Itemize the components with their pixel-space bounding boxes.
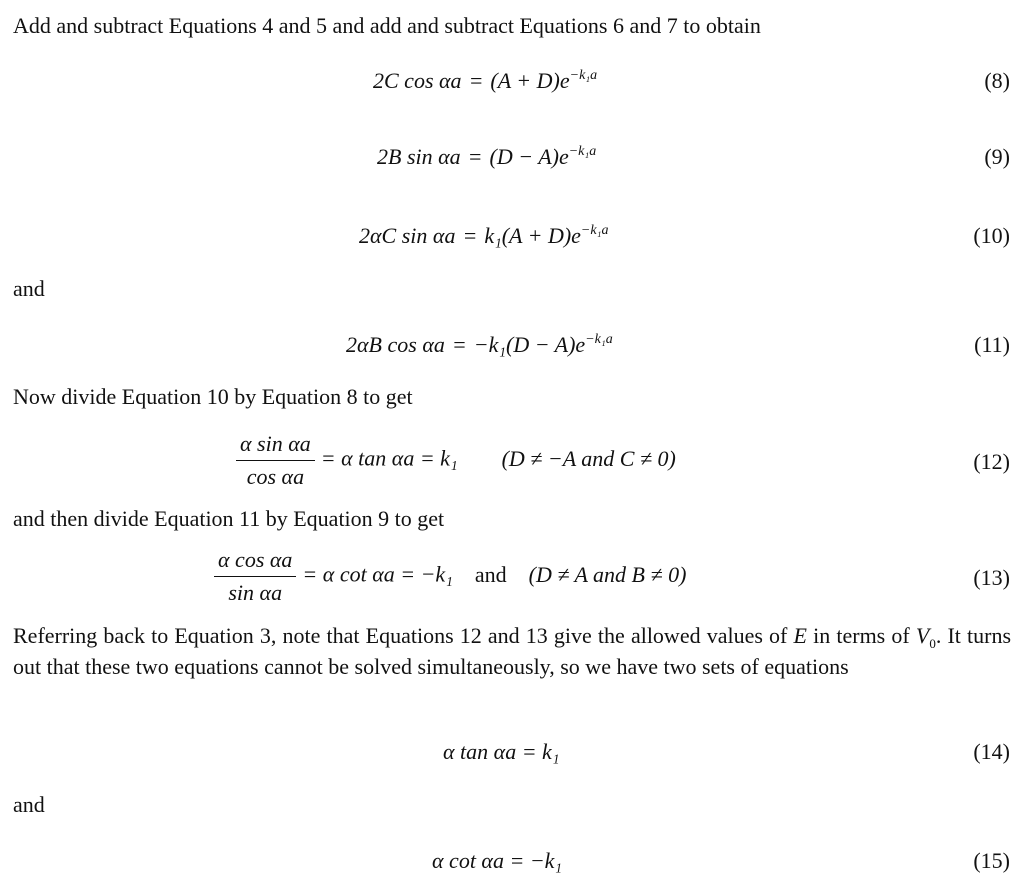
eq9-exponent: −k₁a (568, 144, 597, 159)
eq13-connector: and (474, 561, 507, 587)
divide-10-by-8-text: Now divide Equation 10 by Equation 8 to get (13, 384, 413, 409)
eq12-rest: = α tan αa = k₁ (320, 445, 458, 471)
eq12-condition: (D ≠ −A and C ≠ 0) (501, 445, 676, 471)
equation-10 (359, 221, 608, 251)
eq13-denominator: sin αa (228, 580, 283, 605)
potential-subscript: 0 (929, 636, 936, 651)
energy-symbol: E (793, 623, 807, 648)
equation-number-9: (9) (984, 144, 1010, 169)
potential-symbol: V (915, 623, 930, 648)
and-text-2: and (13, 792, 45, 817)
equation-8 (373, 66, 597, 96)
eq8-exponent: −k₁a (569, 68, 598, 83)
eq10-lhs: 2αC sin αa (359, 223, 456, 248)
equation-15: α cot αa = −k₁ (432, 848, 563, 873)
referring-text-2: in terms of (813, 623, 910, 648)
equation-13 (214, 546, 686, 607)
equation-12 (236, 430, 676, 491)
referring-text-1: Referring back to Equation 3, note that Equations 12 and 13 give the allowed values of (13, 623, 788, 648)
eq11-exponent: −k₁a (585, 332, 613, 347)
equation-number-10: (10) (973, 223, 1010, 248)
eq11-lhs: 2αB cos αa (346, 332, 445, 357)
equation-9 (377, 142, 596, 172)
eq12-denominator: cos αa (246, 464, 305, 489)
equation-number-13: (13) (973, 565, 1010, 590)
intro-text: Add and subtract Equations 4 and 5 and add and subtract Equations 6 and 7 to obtain (13, 13, 761, 38)
eq10-exponent: −k₁a (580, 223, 609, 238)
and-text-1: and (13, 276, 45, 301)
equation-14: α tan αa = k₁ (443, 739, 560, 764)
eq8-equals: = (468, 68, 484, 93)
equation-11 (346, 330, 613, 360)
equation-number-12: (12) (973, 449, 1010, 474)
referring-back-paragraph (13, 620, 1011, 682)
eq13-condition: (D ≠ A and B ≠ 0) (528, 561, 687, 587)
eq9-lhs: 2B sin αa (377, 144, 461, 169)
eq11-equals: = (451, 332, 467, 357)
eq13-fraction (214, 546, 296, 607)
equation-number-15: (15) (973, 848, 1010, 873)
eq10-equals: = (462, 223, 478, 248)
eq9-rhs: (D − A)e (489, 144, 569, 169)
equation-number-8: (8) (984, 68, 1010, 93)
eq12-fraction (236, 430, 315, 491)
eq10-rhs: k₁(A + D)e (484, 223, 581, 248)
eq8-rhs: (A + D)e (490, 68, 570, 93)
eq13-numerator: α cos αa (214, 546, 296, 577)
eq8-lhs: 2C cos αa (373, 68, 462, 93)
eq9-equals: = (467, 144, 483, 169)
referring-text-3: . It turns out that these two equations cannot be solved simultaneously, so we have two sets of equations (13, 623, 1012, 679)
eq13-rest: = α cot αa = −k₁ (302, 561, 453, 587)
eq12-numerator: α sin αa (236, 430, 315, 461)
equation-number-14: (14) (973, 739, 1010, 764)
divide-11-by-9-text: and then divide Equation 11 by Equation 9 to get (13, 506, 445, 531)
eq11-rhs: −k₁(D − A)e (473, 332, 586, 357)
equation-number-11: (11) (974, 332, 1010, 357)
